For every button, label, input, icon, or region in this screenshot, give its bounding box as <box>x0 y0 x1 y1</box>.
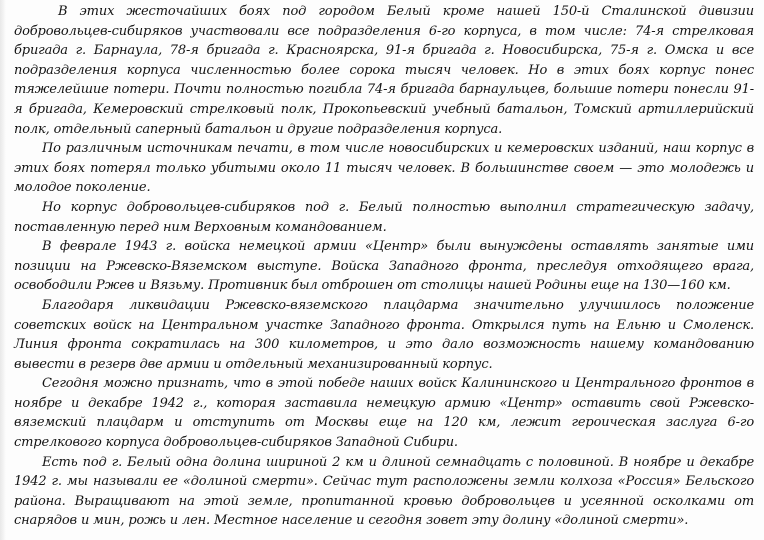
paragraph-3: Но корпус добровольцев-сибиряков под г. Белый полностью выполнил стратегическую задачу, поставленную перед ним Верховным командованием. <box>14 199 754 235</box>
paragraph-7: Есть под г. Белый одна долина шириной 2 км и длиной семнадцать с половиной. В ноябре и декабре 1942 г. мы называли ее «долиной смерти». Сейчас тут расположены земли колхоза «Россия» Бельского района. Выращивают на этой земле, пропитанной кровью добровольцев и усеянной осколками от снарядов и мин, рожь и лен. Местное население и сегодня зовет эту долину «долиной смерти». <box>14 454 754 529</box>
paragraph-2: По различным источникам печати, в том числе новосибирских и кемеровских изданий, наш корпус в этих боях потерял только убитыми около 11 тысяч человек. В большинстве своем — это молодежь и молодое поколение. <box>14 141 754 196</box>
paragraph-6: Сегодня можно признать, что в этой победе наших войск Калининского и Центрального фронтов в ноябре и декабре 1942 г., которая заставила немецкую армию «Центр» оставить свой Ржевско-вяземский плацдарм и отступить от Москвы еще на 120 км, лежит героическая заслуга 6-го стрелкового корпуса добровольцев-сибиряков Западной Сибири. <box>14 376 754 451</box>
paragraph-5: Благодаря ликвидации Ржевско-вяземского плацдарма значительно улучшилось положение советских войск на Центральном участке Западного фронта. Открылся путь на Ельню и Смоленск. Линия фронта сократилась на 300 километров, и это дало возможность нашему командованию вывести в резерв две армии и отдельный механизированный корпус. <box>14 297 754 372</box>
paragraph-1: В этих жесточайших боях под городом Белый кроме нашей 150-й Сталинской дивизии добровольцев-сибиряков участвовали все подразделения 6-го корпуса, в том числе: 74-я стрелковая бригада г. Барнаула, 78-я бригада г. Красноярска, 91-я бригада г. Новосибирска, 75-я г. Омска и все подразделения корпуса численностью более сорока тысяч человек. Но в этих боях корпус понес тяжелейшие потери. Почти полностью погибла 74-я бригада барнаульцев, большие потери понесли 91-я бригада, Кемеровский стрелковый полк, Прокопьевский учебный батальон, Томский артиллерийский полк, отдельный саперный батальон и другие подразделения корпуса. <box>14 4 754 137</box>
paragraph-4: В феврале 1943 г. войска немецкой армии «Центр» были вынуждены оставлять занятые ими позиции на Ржевско-Вяземском выступе. Войска Западного фронта, преследуя отходящего врага, освободили Ржев и Вязьму. Противник был отброшен от столицы нашей Родины еще на 130—160 км. <box>14 239 754 294</box>
scan-shadow-edge <box>0 0 6 540</box>
body-text <box>14 2 754 531</box>
